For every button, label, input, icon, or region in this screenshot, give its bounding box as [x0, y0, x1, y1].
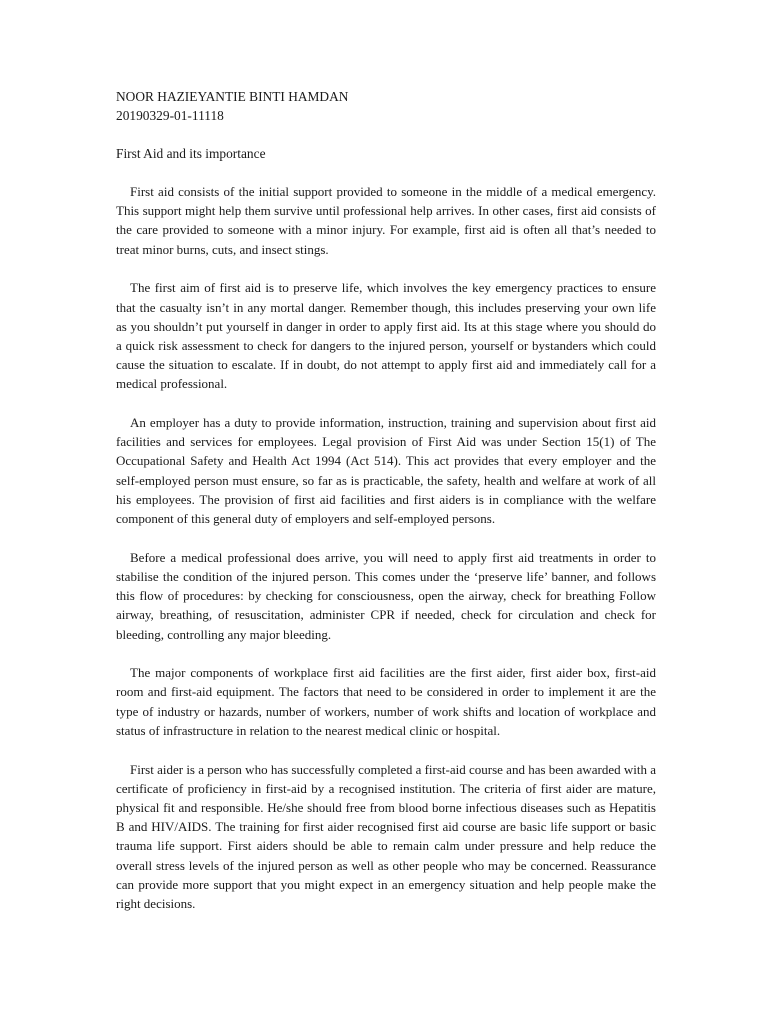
paragraph-2: The first aim of first aid is to preserve life, which involves the key emergency practices to ensure that the casualty isn’t in any mortal danger. Remember though, this includes preserving your own life as you shouldn’t put yourself in danger in order to apply first aid. Its at this stage where you should do a quick risk assessment to check for dangers to the injured person, yourself or bystanders which could cause the situation to escalate. If in doubt, do not attempt to apply first aid and immediately call for a medical professional.	[116, 280, 656, 392]
paragraph-1: First aid consists of the initial support provided to someone in the middle of a medical emergency. This support might help them survive until professional help arrives. In other cases, first aid consists of the care provided to someone with a minor injury. For example, first aid is often all that’s needed to treat minor burns, cuts, and insect stings.	[116, 184, 656, 257]
document-page	[116, 87, 656, 913]
paragraph-4: Before a medical professional does arrive, you will need to apply first aid treatments in order to stabilise the condition of the injured person. This comes under the ‘preserve life’ banner, and follows this flow of procedures: by checking for consciousness, open the airway, check for breathing Follow airway, breathing, of resuscitation, administer CPR if needed, check for circulation and check for bleeding, controlling any major bleeding.	[116, 549, 656, 642]
paragraph-6: First aider is a person who has successfully completed a first-aid course and has been awarded with a certificate of proficiency in first-aid by a recognised institution. The criteria of first aider are mature, physical fit and responsible. He/she should free from blood borne infectious diseases such as Hepatitis B and HIV/AIDS. The training for first aider recognised first aid course are basic life support or basic trauma life support. First aiders should be able to remain calm under pressure and help reduce the overall stress levels of the injured person as well as other people who may be concerned. Reassurance can provide more support that you might expect in an emergency situation and help people make the right decisions.	[116, 761, 656, 911]
document-title: First Aid and its importance	[116, 146, 266, 161]
author-name: NOOR HAZIEYANTIE BINTI HAMDAN	[116, 89, 349, 104]
paragraph-5: The major components of workplace first aid facilities are the first aider, first aider box, first-aid room and first-aid equipment. The factors that need to be considered in order to implement it are the type of industry or hazards, number of workers, number of work shifts and location of workplace and status of infrastructure in relation to the nearest medical clinic or hospital.	[116, 665, 656, 738]
paragraph-3: An employer has a duty to provide information, instruction, training and supervision about first aid facilities and services for employees. Legal provision of First Aid was under Section 15(1) of The Occupational Safety and Health Act 1994 (Act 514). This act provides that every employer and the self-employed person must ensure, so far as is practicable, the safety, health and welfare at work of all his employees. The provision of first aid facilities and first aiders is in compliance with the welfare component of this general duty of employers and self-employed persons.	[116, 415, 656, 527]
student-id: 20190329-01-11118	[116, 108, 224, 123]
